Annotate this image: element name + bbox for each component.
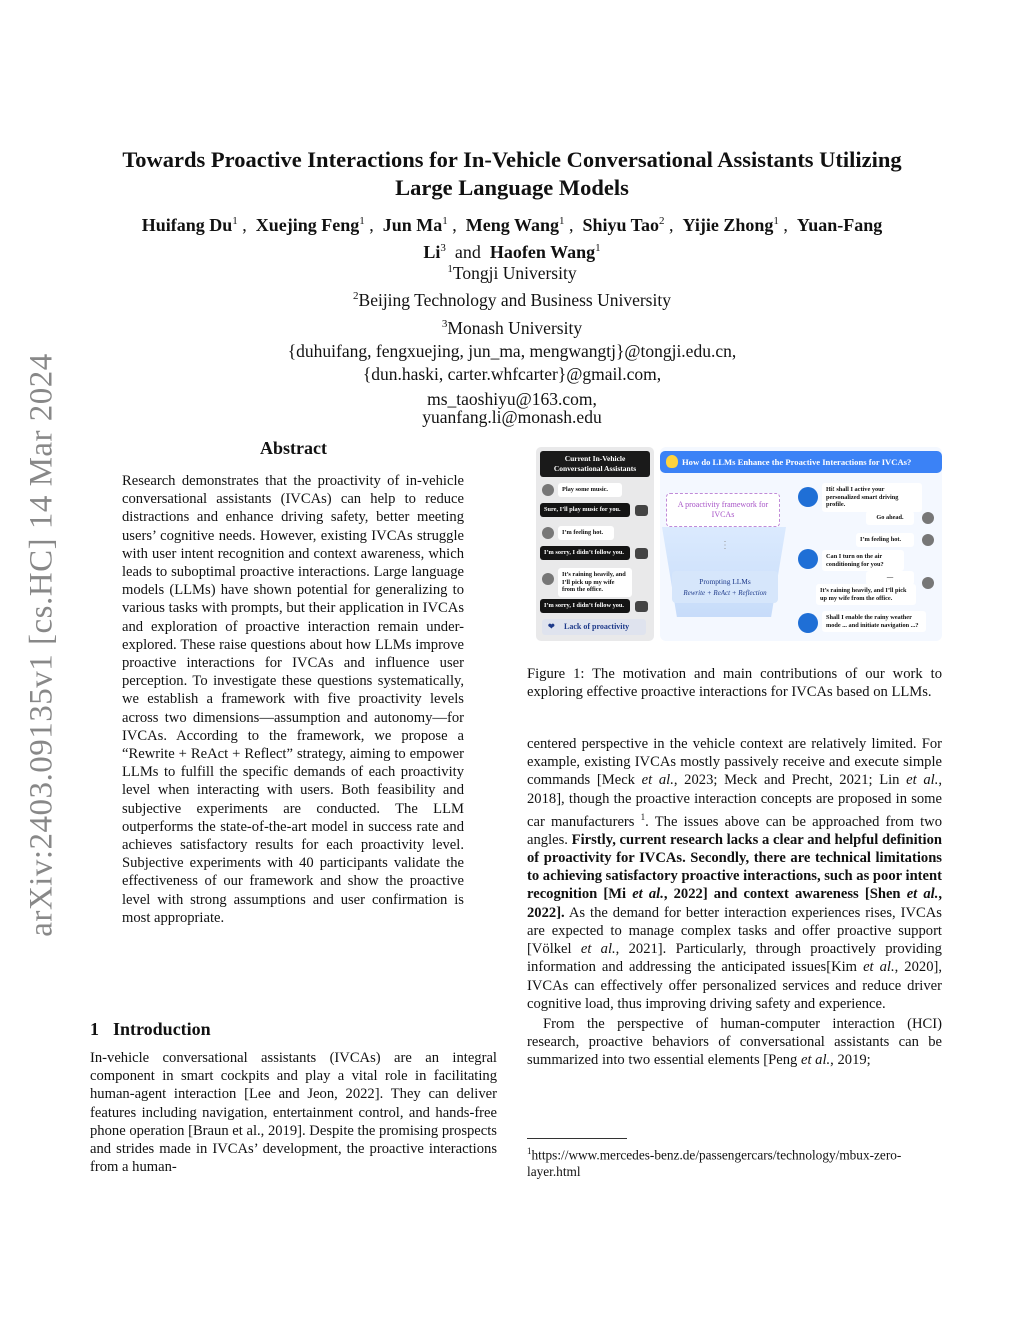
assistant-message: Shall I enable the rainy weather mode ... and initiate navigation ...? [822, 611, 926, 632]
author-list: Huifang Du$^1$ , Xuejing Feng$^1$ , Jun Ma$^1$ , Meng Wang$^1$ , Shiyu Tao$^2$ , Yijie Zhong$^1$ , Yuan-Fang Li$^3$ and Haofen Wang$^1$ [141, 215, 883, 262]
email: {duhuifang, fengxuejing, jun_ma, mengwangtj}@tongji.edu.cn, [287, 340, 737, 361]
email: ms_taoshiyu@163.com, [427, 388, 597, 409]
author: Yuan-Fang [796, 215, 883, 235]
user-icon [542, 573, 554, 585]
user-message: Play some music. [558, 483, 622, 497]
user-icon [542, 527, 554, 539]
user-message: — [866, 571, 914, 585]
arxiv-id: arXiv:2403.09135v1 [cs.HC] 14 Mar 2024 [23, 353, 60, 937]
author: Jun Ma [382, 215, 443, 235]
user-message: It’s raining heavily, and I’ll pick up my wife from the office. [558, 568, 632, 597]
paragraph: centered perspective in the vehicle context are relatively limited. For example, existing IVCAs mostly passively receive and execute simple commands [Meck et al., 2023; Meck and Precht, 2021; Lin et al., 2018], though the proactive interaction concepts are proposed in some car manufacturers $^1$. The issues above can be approached from two angles. Firstly, current research lacks a clear and helpful definition of proactivity for IVCAs. Secondly, there are technical limitations to achieving satisfactory proactive interactions, such as poor intent recognition [Mi et al., 2022] and context awareness [Shen et al., 2022]. As the demand for better interaction experiences rises, IVCAs are expected to manage complex tasks and offer proactive support [Völkel et al., 2021]. Particularly, through proactively providing information and addressing the anticipated issues[Kim et al., 2020], IVCAs can effectively offer personalized services and reduce driver cognitive load, thus improving driving safety and experience. [527, 736, 943, 1012]
user-icon [542, 484, 554, 496]
down-arrow-icon: ⋮ [720, 540, 730, 551]
assistant-message: Sure, I’ll play music for you. [540, 503, 630, 517]
author: Huifang Du [141, 215, 233, 235]
heart-icon: ❤ [548, 622, 555, 631]
lightbulb-icon [666, 455, 678, 468]
abstract-text: Research demonstrates that the proactivity of in-vehicle conversational assistants (IVCAs) can help to reduce distractions and enhance driving safety, better meeting users’ cognitive needs. However, existing IVCAs struggle with user intent recognition and context awareness, which leads to suboptimal proactive interactions. Large language models (LLMs) have shown potential for generalizing to various tasks with prompts, but their application in IVCAs and exploration of proactive interaction remain under-explored. These raise questions about how LLMs improve proactive interactions for IVCAs and influence user perception. To investigate these questions systematically, we establish a framework with five proactivity levels across two dimensions—assumption and autonomy—for IVCAs. According to the framework, we propose a “Rewrite + ReAct + Reflect” strategy, aiming to empower LLMs to fulfill the specific demands of each proactivity level when interacting with users. Both feasibility and subjective experiments are conducted. The LLM outperforms the state-of-the-art model in success rate and achieves satisfactory results for each proactivity level. Subjective experiments with 40 participants validate the effectiveness of our framework and show the proactive level with strong assumptions and user confirmation is most appropriate. [122, 473, 464, 926]
email: {dun.haski, carter.whfcarter}@gmail.com, [362, 364, 662, 385]
author: Meng Wang [465, 215, 559, 235]
author: Xuejing Feng [255, 215, 360, 235]
robot-icon [798, 487, 818, 507]
arxiv-sidebar [12, 350, 72, 940]
figure-caption: Figure 1: The motivation and main contributions of our work to exploring effective proactive interactions for IVCAs based on LLMs. [527, 666, 942, 701]
author: Haofen Wang [489, 242, 596, 262]
assistant-message: I’m sorry, I didn’t follow you. [540, 546, 630, 560]
right-panel-title: How do LLMs Enhance the Proactive Interactions for IVCAs? [660, 451, 942, 473]
user-message: It’s raining heavily, and I’ll pick up my wife from the office. [816, 584, 916, 605]
assistant-message: Hi! shall I active your personalized smart driving profile. [822, 483, 922, 512]
paper-title: Towards Proactive Interactions for In-Vehicle Conversational Assistants Utilizing Large Language Models [122, 147, 902, 200]
user-message: I’m feeling hot. [856, 533, 914, 547]
author: Shiyu Tao [582, 215, 660, 235]
intro-text: In-vehicle conversational assistants (IVCAs) are an integral component in smart cockpits and play a vital role in facilitating human-agent interaction [Lee and Jeon, 2022]. They can deliver features including navigation, entertainment control, and hands-free phone operation [Braun et al., 2019]. Despite the promising prospects and strides made in IVCAs’ development, the proactive interactions from a human- [90, 1050, 497, 1176]
footnote-rule [527, 1138, 627, 1139]
author: Li [423, 242, 441, 262]
user-icon [922, 512, 934, 524]
assistant-message: Can I turn on the air conditioning for you? [822, 550, 904, 571]
author: Yijie Zhong [682, 215, 774, 235]
footnote: $^1$https://www.mercedes-benz.de/passengercars/technology/mbux-zero-layer.html [527, 1146, 902, 1180]
figure-1 [536, 447, 942, 641]
assistant-message: I’m sorry, I didn’t follow you. [540, 599, 630, 613]
robot-icon [635, 601, 648, 612]
left-panel-title: Current In-Vehicle Conversational Assistants [540, 451, 650, 477]
robot-icon [635, 548, 648, 559]
prompting-box: Prompting LLMs Rewrite + ReAct + Reflection [672, 571, 778, 603]
robot-icon [798, 549, 818, 569]
user-message: I’m feeling hot. [558, 526, 614, 540]
right-column-text [527, 735, 942, 1070]
affiliations: $^1$Tongji University $^2$Beijing Technology and Business University $^3$Monash University {duhuifang, fengxuejing, jun_ma, mengwangtj}@tongji.edu.cn, {dun.haski, carter.whfcarter}@gmail.com, ms_taoshiyu@163.com, yuanfang.li@monash.edu [60, 258, 964, 426]
robot-icon [798, 613, 818, 633]
framework-box: A proactivity framework for IVCAs [666, 493, 780, 527]
user-message: Go ahead. [866, 511, 914, 525]
abstract-heading: Abstract [260, 438, 327, 458]
paragraph: From the perspective of human-computer interaction (HCI) research, proactive behaviors of conversational assistants can be summarized into two essential elements [Peng et al., 2019; [527, 1015, 942, 1069]
lack-of-proactivity-label: ❤ Lack of proactivity [542, 619, 646, 635]
robot-icon [635, 505, 648, 516]
email: yuanfang.li@monash.edu [422, 406, 602, 427]
footnote-url: https://www.mercedes-benz.de/passengercars/technology/mbux-zero-layer.html [527, 1147, 902, 1180]
user-icon [922, 577, 934, 589]
section-heading: 1 Introduction [90, 1019, 211, 1039]
user-icon [922, 534, 934, 546]
